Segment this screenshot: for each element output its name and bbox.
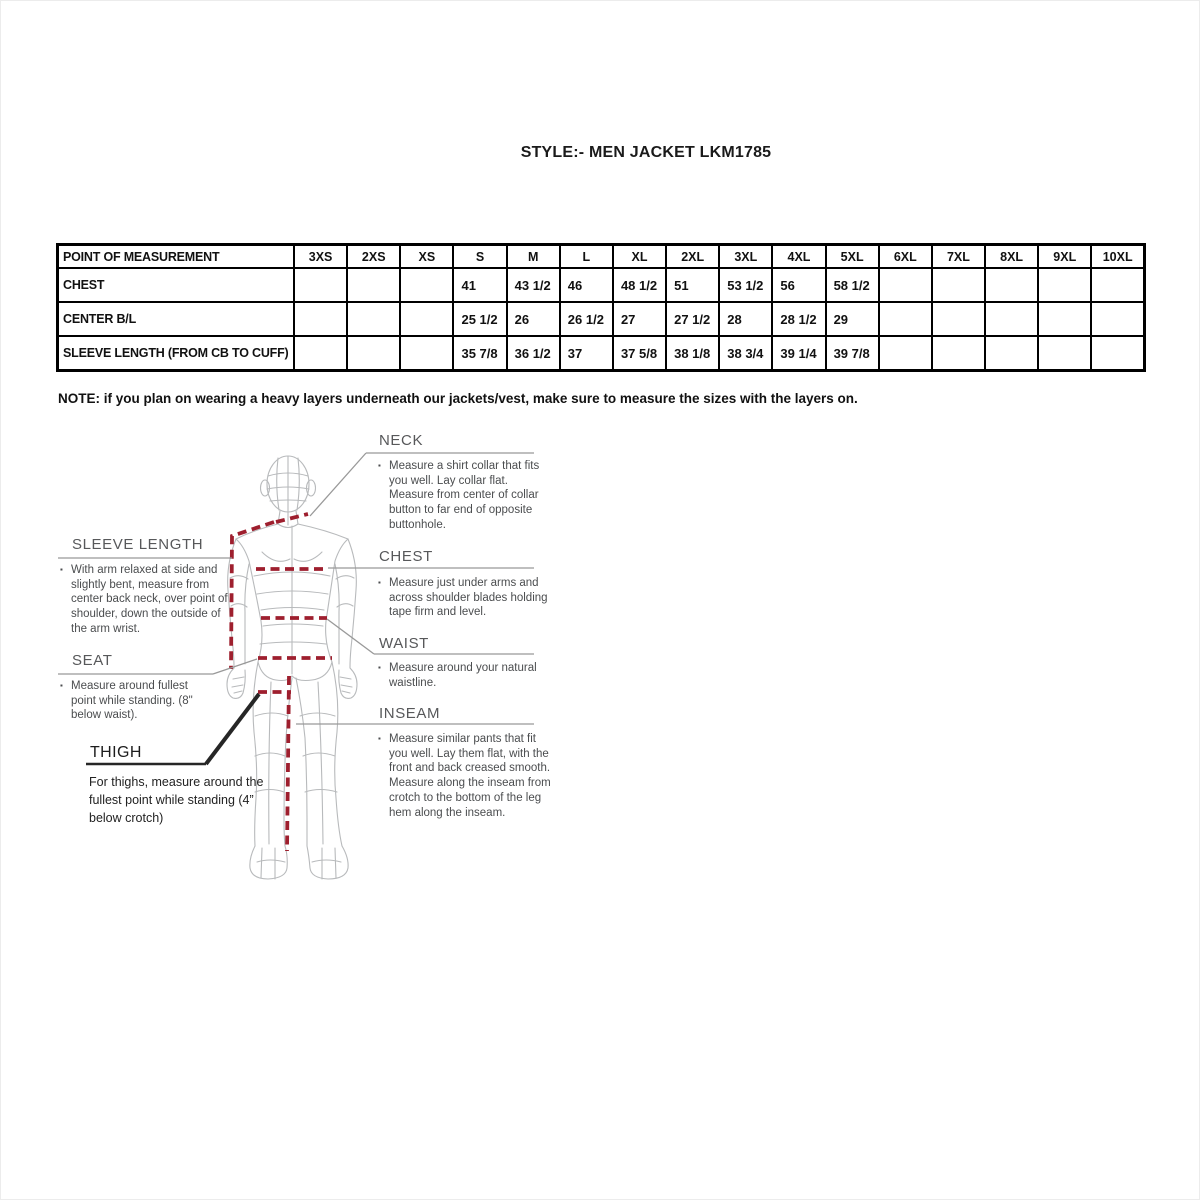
- note-text: NOTE: if you plan on wearing a heavy layers underneath our jackets/vest, make sure to measure the sizes with the layers on.: [58, 391, 858, 406]
- cell-value: [985, 336, 1038, 371]
- cell-value: 27 1/2: [666, 302, 719, 336]
- cell-value: 27: [613, 302, 666, 336]
- size-table-header: [58, 245, 1145, 269]
- cell-value: [400, 268, 453, 302]
- chest-instructions-text: Measure just under arms and across shoulder blades holding tape firm and level.: [389, 577, 548, 619]
- cell-value: [1038, 302, 1091, 336]
- col-header-size-4xl: 4XL: [772, 245, 825, 269]
- cell-value: [879, 336, 932, 371]
- cell-value: 56: [772, 268, 825, 302]
- page-title: STYLE:- MEN JACKET LKM1785: [520, 144, 772, 161]
- cell-value: [347, 336, 400, 371]
- col-header-size-10xl: 10XL: [1091, 245, 1144, 269]
- col-header-size-3xl: 3XL: [719, 245, 772, 269]
- thigh-instructions: For thighs, measure around the fullest point while standing (4” below crotch): [89, 775, 264, 826]
- cell-value: 46: [560, 268, 613, 302]
- col-header-size-8xl: 8XL: [985, 245, 1038, 269]
- cell-value: 37 5/8: [613, 336, 666, 371]
- cell-value: [294, 268, 347, 302]
- cell-value: 25 1/2: [453, 302, 506, 336]
- measurement-diagram: [56, 426, 586, 891]
- inseam-instructions-text: Measure similar pants that fit you well. Lay them flat, with the front and back creased smooth. Measure along the inseam from crotch to the bottom of the leg hem along the inseam.: [389, 733, 551, 819]
- col-header-size-6xl: 6XL: [879, 245, 932, 269]
- cell-value: [347, 268, 400, 302]
- row-label: SLEEVE LENGTH (FROM CB TO CUFF): [58, 336, 295, 371]
- inseam-instructions: [376, 732, 551, 820]
- col-header-point-of-measurement: POINT OF MEASUREMENT: [58, 245, 295, 269]
- seat-heading: SEAT: [72, 652, 113, 669]
- bullet-icon: ▪: [378, 663, 381, 672]
- sleeve-length-instructions: [58, 563, 231, 637]
- sleeve-measure-line: [231, 522, 274, 669]
- waist-instructions-text: Measure around your natural waistline.: [389, 662, 537, 689]
- cell-value: 53 1/2: [719, 268, 772, 302]
- bullet-icon: ▪: [60, 681, 63, 690]
- cell-value: 26: [507, 302, 560, 336]
- cell-value: 41: [453, 268, 506, 302]
- cell-value: [1091, 268, 1144, 302]
- cell-value: [879, 268, 932, 302]
- cell-value: [1038, 268, 1091, 302]
- inseam-heading: INSEAM: [379, 705, 441, 722]
- bullet-icon: ▪: [60, 565, 63, 574]
- col-header-size-2xs: 2XS: [347, 245, 400, 269]
- col-header-size-9xl: 9XL: [1038, 245, 1091, 269]
- waist-instructions: [376, 661, 539, 690]
- col-header-size-l: L: [560, 245, 613, 269]
- neck-instructions-text: Measure a shirt collar that fits you well. Lay collar flat. Measure from center of collar button to far end of opposite buttonhole.: [389, 460, 540, 531]
- cell-value: 28: [719, 302, 772, 336]
- seat-instructions-text: Measure around fullest point while standing. (8" below waist).: [71, 680, 193, 722]
- cell-value: [294, 302, 347, 336]
- col-header-size-3xs: 3XS: [294, 245, 347, 269]
- cell-value: 35 7/8: [453, 336, 506, 371]
- cell-value: [879, 302, 932, 336]
- cell-value: [1038, 336, 1091, 371]
- col-header-size-7xl: 7XL: [932, 245, 985, 269]
- chest-instructions: [376, 576, 552, 620]
- neck-measure-line: [276, 514, 308, 522]
- cell-value: 38 1/8: [666, 336, 719, 371]
- table-row: [58, 268, 1145, 302]
- cell-value: 48 1/2: [613, 268, 666, 302]
- cell-value: 58 1/2: [826, 268, 879, 302]
- size-table: [56, 243, 1146, 372]
- seat-instructions: [58, 679, 213, 723]
- bullet-icon: ▪: [378, 461, 381, 470]
- cell-value: 28 1/2: [772, 302, 825, 336]
- cell-value: 51: [666, 268, 719, 302]
- cell-value: [1091, 336, 1144, 371]
- cell-value: [985, 268, 1038, 302]
- cell-value: 38 3/4: [719, 336, 772, 371]
- bullet-icon: ▪: [378, 578, 381, 587]
- cell-value: [985, 302, 1038, 336]
- cell-value: 36 1/2: [507, 336, 560, 371]
- col-header-size-5xl: 5XL: [826, 245, 879, 269]
- col-header-size-m: M: [507, 245, 560, 269]
- cell-value: [294, 336, 347, 371]
- col-header-size-xs: XS: [400, 245, 453, 269]
- col-header-size-s: S: [453, 245, 506, 269]
- cell-value: 39 1/4: [772, 336, 825, 371]
- neck-instructions: [376, 459, 549, 533]
- cell-value: [400, 302, 453, 336]
- cell-value: 39 7/8: [826, 336, 879, 371]
- col-header-size-2xl: 2XL: [666, 245, 719, 269]
- cell-value: 37: [560, 336, 613, 371]
- chest-heading: CHEST: [379, 548, 433, 565]
- cell-value: 26 1/2: [560, 302, 613, 336]
- row-label: CENTER B/L: [58, 302, 295, 336]
- row-label: CHEST: [58, 268, 295, 302]
- cell-value: [400, 336, 453, 371]
- sleeve-length-instructions-text: With arm relaxed at side and slightly bent, measure from center back neck, over point of shoulder, down the outside of the arm wrist.: [71, 564, 228, 635]
- cell-value: [932, 302, 985, 336]
- cell-value: 29: [826, 302, 879, 336]
- cell-value: [347, 302, 400, 336]
- cell-value: 43 1/2: [507, 268, 560, 302]
- cell-value: [932, 268, 985, 302]
- cell-value: [1091, 302, 1144, 336]
- neck-heading: NECK: [379, 432, 424, 449]
- cell-value: [932, 336, 985, 371]
- table-row: [58, 302, 1145, 336]
- bullet-icon: ▪: [378, 734, 381, 743]
- waist-heading: WAIST: [379, 635, 429, 652]
- thigh-heading: THIGH: [90, 744, 142, 761]
- col-header-size-xl: XL: [613, 245, 666, 269]
- table-row: [58, 336, 1145, 371]
- sleeve-length-heading: SLEEVE LENGTH: [72, 536, 204, 553]
